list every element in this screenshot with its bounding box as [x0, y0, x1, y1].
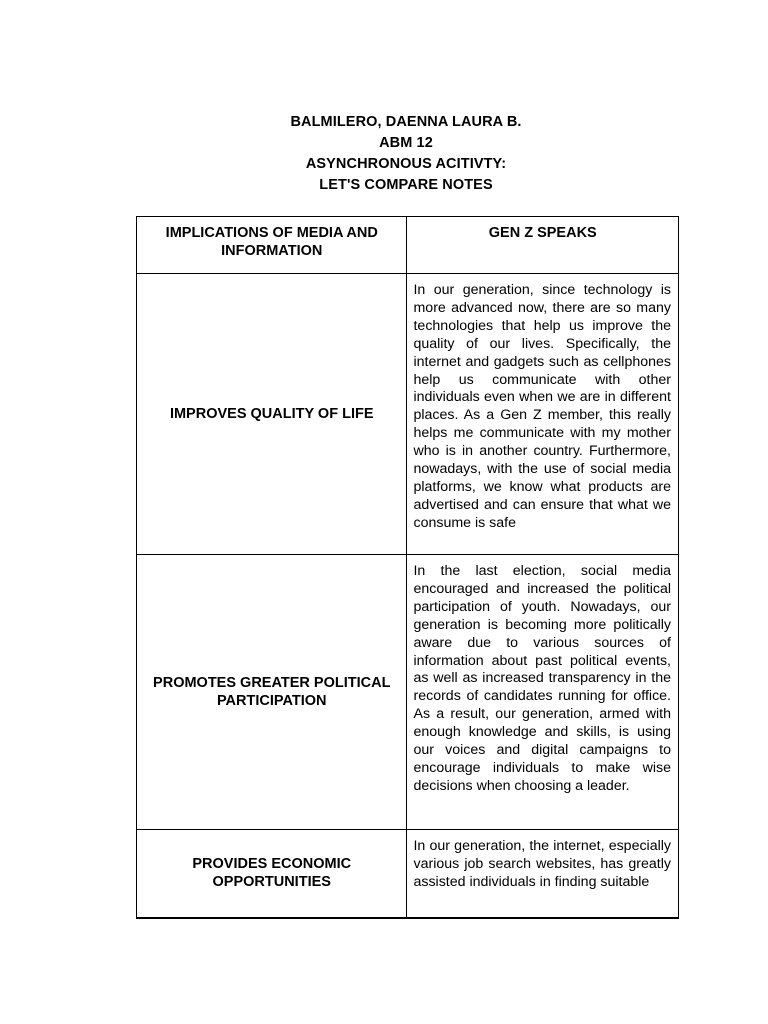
- comparison-table: [136, 216, 679, 919]
- implication-cell: PROMOTES GREATER POLITICAL PARTICIPATION: [137, 555, 407, 830]
- column-header-gen-z: GEN Z SPEAKS: [407, 217, 679, 274]
- student-section: ABM 12: [379, 135, 433, 151]
- column-header-implications: IMPLICATIONS OF MEDIA AND INFORMATION: [137, 217, 407, 274]
- implication-cell: IMPROVES QUALITY OF LIFE: [137, 274, 407, 555]
- table-row: [137, 555, 679, 830]
- table-row: [137, 830, 679, 918]
- activity-label: ASYNCHRONOUS ACITIVTY:: [305, 156, 507, 172]
- gen-z-cell: In the last election, social media encouraged and increased the political participation of youth. Nowadays, our generation is becoming more politically aware due to various sources of information about past political events, as well as increased transparency in the records of candidates running for office. As a result, our generation, armed with enough knowledge and skills, is using our voices and digital campaigns to encourage individuals to make wise decisions when choosing a leader.: [407, 555, 679, 830]
- gen-z-cell: In our generation, since technology is more advanced now, there are so many technologies that help us improve the quality of our lives. Specifically, the internet and gadgets such as cellphones help us communicate with other individuals even when we are in different places. As a Gen Z member, this really helps me communicate with my mother who is in another country. Furthermore, nowadays, with the use of social media platforms, we know what products are advertised and can ensure that what we consume is safe: [407, 274, 679, 555]
- student-name: BALMILERO, DAENNA LAURA B.: [290, 114, 522, 130]
- implication-cell: PROVIDES ECONOMIC OPPORTUNITIES: [137, 830, 407, 918]
- gen-z-cell: In our generation, the internet, especially various job search websites, has greatly assisted individuals in finding suitable: [407, 830, 679, 918]
- document-header: [0, 112, 768, 196]
- activity-title: LET'S COMPARE NOTES: [319, 177, 493, 193]
- table-header-row: [137, 217, 679, 274]
- table-row: [137, 274, 679, 555]
